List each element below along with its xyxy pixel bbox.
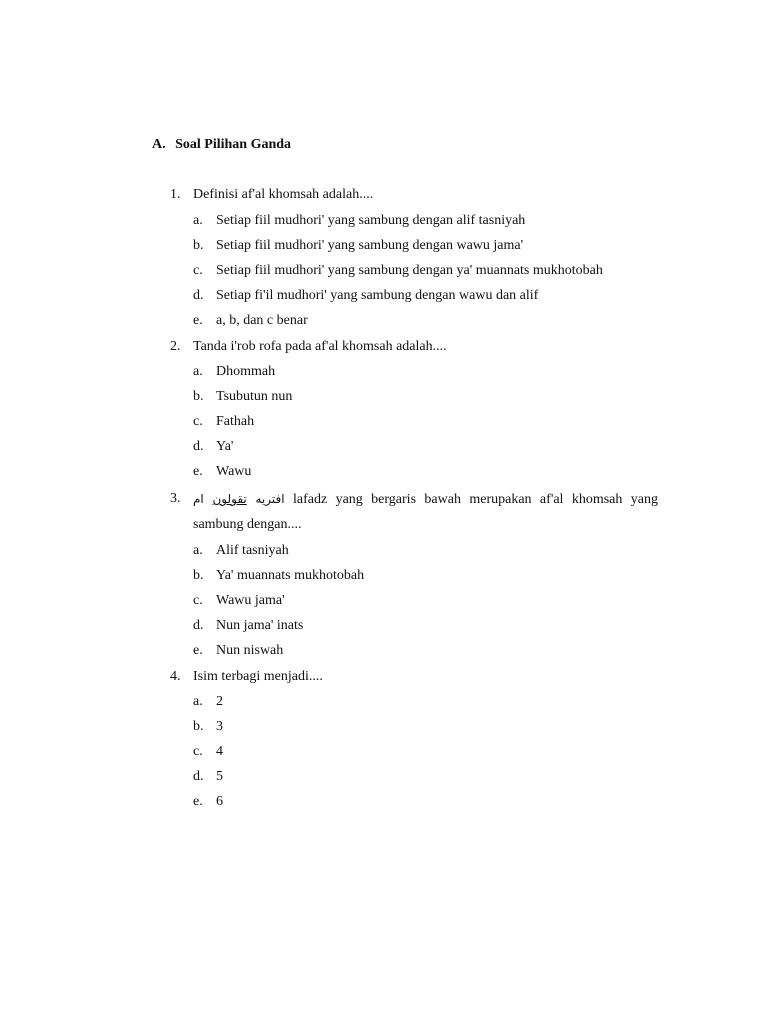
option-letter: c. bbox=[193, 744, 203, 759]
arabic-phrase bbox=[193, 492, 285, 506]
option-letter: d. bbox=[193, 288, 204, 303]
option-letter: a. bbox=[193, 364, 203, 379]
question-text-line-2: sambung dengan.... bbox=[193, 517, 302, 532]
option-text: Nun niswah bbox=[216, 643, 284, 658]
option-text: 4 bbox=[216, 744, 223, 759]
option-text: Wawu bbox=[216, 464, 252, 479]
option-letter: d. bbox=[193, 769, 204, 784]
option-text: Setiap fiil mudhori' yang sambung dengan alif tasniyah bbox=[216, 213, 526, 228]
option-letter: b. bbox=[193, 238, 204, 253]
option-letter: a. bbox=[193, 694, 203, 709]
option-letter: d. bbox=[193, 439, 204, 454]
option-letter: b. bbox=[193, 568, 204, 583]
question-number: 1. bbox=[170, 187, 181, 202]
section-title: Soal Pilihan Ganda bbox=[175, 137, 292, 152]
option-letter: e. bbox=[193, 643, 203, 658]
arabic-word: افتريه bbox=[255, 492, 285, 506]
option-letter: c. bbox=[193, 593, 203, 608]
option-text: 6 bbox=[216, 794, 223, 809]
option-text: a, b, dan c benar bbox=[216, 313, 308, 328]
option-text: Alif tasniyah bbox=[216, 543, 289, 558]
option-text: Wawu jama' bbox=[216, 593, 285, 608]
option-text: Ya' bbox=[216, 439, 234, 454]
arabic-underlined-word: تقولون bbox=[212, 492, 247, 506]
option-letter: b. bbox=[193, 389, 204, 404]
option-text: Setiap fiil mudhori' yang sambung dengan wawu jama' bbox=[216, 238, 524, 253]
option-letter: c. bbox=[193, 263, 203, 278]
question-number: 3. bbox=[170, 491, 181, 506]
question-text: lafadz yang bergaris bawah merupakan af'al khomsah yang bbox=[292, 492, 658, 507]
question-text: Tanda i'rob rofa pada af'al khomsah adalah.... bbox=[193, 339, 447, 354]
option-text: Setiap fi'il mudhori' yang sambung dengan wawu dan alif bbox=[216, 288, 539, 303]
option-text: 2 bbox=[216, 694, 223, 709]
option-text: 5 bbox=[216, 769, 223, 784]
option-text: Nun jama' inats bbox=[216, 618, 304, 633]
option-letter: e. bbox=[193, 794, 203, 809]
section-letter: A. bbox=[152, 137, 166, 152]
option-letter: d. bbox=[193, 618, 204, 633]
section-heading bbox=[152, 137, 291, 153]
option-text: Dhommah bbox=[216, 364, 276, 379]
option-letter: e. bbox=[193, 464, 203, 479]
question-text: Isim terbagi menjadi.... bbox=[193, 669, 323, 684]
option-letter: c. bbox=[193, 414, 203, 429]
question-text-line-1 bbox=[193, 490, 658, 509]
question-number: 2. bbox=[170, 339, 181, 354]
option-letter: e. bbox=[193, 313, 203, 328]
question-number: 4. bbox=[170, 669, 181, 684]
option-letter: b. bbox=[193, 719, 204, 734]
option-text: Setiap fiil mudhori' yang sambung dengan ya' muannats mukhotobah bbox=[216, 263, 603, 278]
option-text: Ya' muannats mukhotobah bbox=[216, 568, 365, 583]
option-text: Tsubutun nun bbox=[216, 389, 293, 404]
option-letter: a. bbox=[193, 543, 203, 558]
question-text: Definisi af'al khomsah adalah.... bbox=[193, 187, 374, 202]
option-text: Fathah bbox=[216, 414, 255, 429]
option-letter: a. bbox=[193, 213, 203, 228]
arabic-word: ام bbox=[193, 492, 204, 506]
option-text: 3 bbox=[216, 719, 223, 734]
